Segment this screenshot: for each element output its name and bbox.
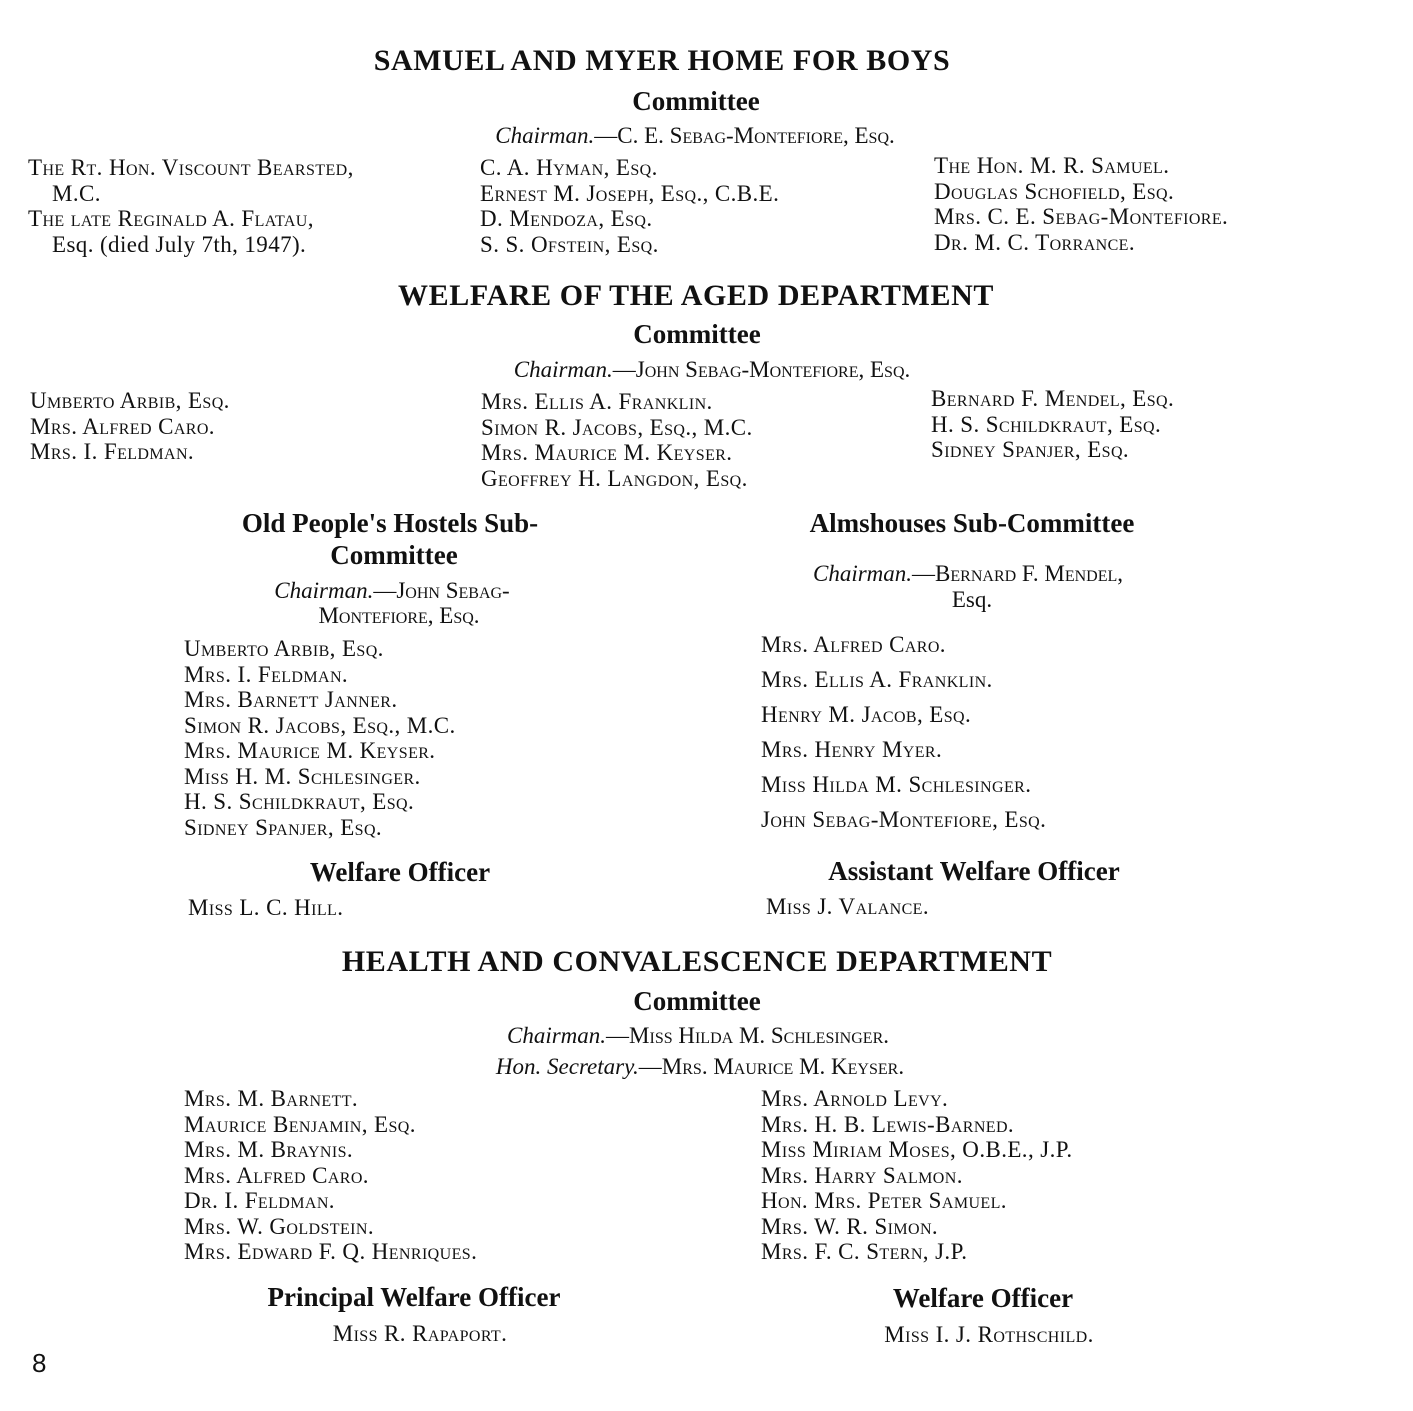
chairman-name: —Bernard F. Mendel, <box>912 561 1123 586</box>
aged-dept-title: WELFARE OF THE AGED DEPARTMENT <box>398 279 994 312</box>
member: Ernest M. Joseph, Esq., C.B.E. <box>480 180 780 206</box>
member: Mrs. Alfred Caro. <box>184 1162 369 1188</box>
chairman-name: —John Sebag- <box>373 578 510 603</box>
member: The late Reginald A. Flatau, <box>28 206 314 231</box>
page-number: 8 <box>32 1348 47 1378</box>
member: Miss H. M. Schlesinger. <box>184 763 421 789</box>
member: Mrs. C. E. Sebag-Montefiore. <box>934 204 1229 229</box>
member: Mrs. W. R. Simon. <box>761 1213 939 1239</box>
member: Umberto Arbib, Esq. <box>184 636 384 661</box>
member: Simon R. Jacobs, Esq., M.C. <box>184 712 456 738</box>
boys-home-title: SAMUEL AND MYER HOME FOR BOYS <box>373 44 951 77</box>
chairman-label: Chairman. <box>274 578 374 603</box>
member: John Sebag-Montefiore, Esq. <box>761 807 1047 832</box>
health-dept-col-2 <box>761 1086 1073 1265</box>
hostels-chairman-line-2: Montefiore, Esq. <box>318 603 480 628</box>
member: Dr. I. Feldman. <box>184 1188 335 1213</box>
member-cont: Esq. (died July 7th, 1947). <box>52 231 307 257</box>
secretary-label: Hon. Secretary. <box>495 1054 639 1079</box>
member: Bernard F. Mendel, Esq. <box>931 386 1175 411</box>
health-dept-committee-heading: Committee <box>633 986 761 1016</box>
member: Mrs. I. Feldman. <box>30 439 195 464</box>
hostels-officer-title: Welfare Officer <box>309 857 491 887</box>
aged-dept-col-2 <box>481 389 753 491</box>
member: C. A. Hyman, Esq. <box>480 155 658 180</box>
member: Mrs. Edward F. Q. Henriques. <box>184 1239 478 1264</box>
almshouses-officer-title: Assistant Welfare Officer <box>828 856 1120 886</box>
member: Mrs. Ellis A. Franklin. <box>481 389 713 414</box>
health-dept-officer-title: Welfare Officer <box>892 1283 1074 1313</box>
member: H. S. Schildkraut, Esq. <box>184 789 415 814</box>
health-dept-principal-name: Miss R. Rapaport. <box>332 1321 508 1346</box>
health-dept-title: HEALTH AND CONVALESCENCE DEPARTMENT <box>341 945 1053 978</box>
member: Miss Hilda M. Schlesinger. <box>761 772 1032 797</box>
member: Mrs. Alfred Caro. <box>761 632 946 657</box>
aged-dept-committee-heading: Committee <box>633 319 761 349</box>
boys-home-committee-heading: Committee <box>632 86 760 116</box>
member: Sidney Spanjer, Esq. <box>931 437 1130 462</box>
member: Miss Miriam Moses, O.B.E., J.P. <box>761 1137 1073 1162</box>
boys-home-chairman <box>495 123 895 149</box>
member: Sidney Spanjer, Esq. <box>184 814 383 840</box>
member: Geoffrey H. Langdon, Esq. <box>481 465 748 491</box>
chairman-name: —John Sebag-Montefiore, Esq. <box>612 357 911 382</box>
member: Mrs. Harry Salmon. <box>761 1162 963 1188</box>
hostels-title-line-1: Old People's Hostels Sub- <box>241 508 539 538</box>
health-dept-col-1 <box>184 1086 477 1265</box>
member: Mrs. Maurice M. Keyser. <box>184 738 436 763</box>
member: D. Mendoza, Esq. <box>480 206 653 231</box>
member: Umberto Arbib, Esq. <box>30 388 230 413</box>
boys-home-col-1 <box>28 155 354 257</box>
hostels-chairman-line-1 <box>274 578 509 604</box>
member: Maurice Benjamin, Esq. <box>184 1111 416 1137</box>
almshouses-title: Almshouses Sub-Committee <box>809 508 1135 538</box>
member: H. S. Schildkraut, Esq. <box>931 411 1162 437</box>
member-cont: M.C. <box>52 180 101 206</box>
member: Mrs. I. Feldman. <box>184 661 349 687</box>
boys-home-col-3 <box>934 153 1228 255</box>
member: Mrs. Barnett Janner. <box>184 687 398 712</box>
chairman-label: Chairman. <box>813 561 913 586</box>
aged-dept-col-1 <box>30 388 230 465</box>
member: Mrs. Alfred Caro. <box>30 413 215 439</box>
member: Simon R. Jacobs, Esq., M.C. <box>481 414 753 440</box>
member: Mrs. Henry Myer. <box>761 737 943 762</box>
boys-home-col-2 <box>480 155 779 257</box>
chairman-name: —C. E. Sebag-Montefiore, Esq. <box>594 123 895 148</box>
chairman-label: Chairman. <box>513 357 613 382</box>
member: Mrs. W. Goldstein. <box>184 1213 374 1239</box>
almshouses-officer-name: Miss J. Valance. <box>766 894 930 919</box>
secretary-name: —Mrs. Maurice M. Keyser. <box>638 1054 905 1079</box>
member: Dr. M. C. Torrance. <box>934 229 1136 255</box>
chairman-name: —Miss Hilda M. Schlesinger. <box>606 1023 889 1048</box>
almshouses-chairman-line-2: Esq. <box>951 587 993 612</box>
chairman-label: Chairman. <box>507 1023 607 1048</box>
aged-dept-chairman <box>514 357 911 383</box>
hostels-officer-name: Miss L. C. Hill. <box>188 895 344 920</box>
member: Mrs. M. Barnett. <box>184 1086 359 1111</box>
member: Hon. Mrs. Peter Samuel. <box>761 1188 1007 1213</box>
health-dept-officer-name: Miss I. J. Rothschild. <box>884 1322 1094 1347</box>
health-dept-hon-secretary <box>496 1054 904 1080</box>
almshouses-chairman-line-1 <box>813 561 1123 587</box>
member: Mrs. Maurice M. Keyser. <box>481 440 733 465</box>
member: Henry M. Jacob, Esq. <box>761 702 972 727</box>
health-dept-chairman <box>507 1023 889 1049</box>
health-dept-principal-title: Principal Welfare Officer <box>267 1282 561 1312</box>
almshouses-members <box>761 632 1046 842</box>
member: The Hon. M. R. Samuel. <box>934 153 1170 178</box>
member: Mrs. F. C. Stern, J.P. <box>761 1239 968 1264</box>
member: Mrs. Ellis A. Franklin. <box>761 667 993 692</box>
member: Mrs. Arnold Levy. <box>761 1086 949 1111</box>
member: Mrs. M. Braynis. <box>184 1137 354 1162</box>
member: S. S. Ofstein, Esq. <box>480 231 659 257</box>
chairman-label: Chairman. <box>495 123 595 148</box>
hostels-members <box>184 636 456 840</box>
member: The Rt. Hon. Viscount Bearsted, <box>28 155 354 180</box>
member: Mrs. H. B. Lewis-Barned. <box>761 1111 1015 1137</box>
hostels-title-line-2: Committee <box>330 540 458 570</box>
aged-dept-col-3 <box>931 386 1174 463</box>
member: Douglas Schofield, Esq. <box>934 178 1175 204</box>
